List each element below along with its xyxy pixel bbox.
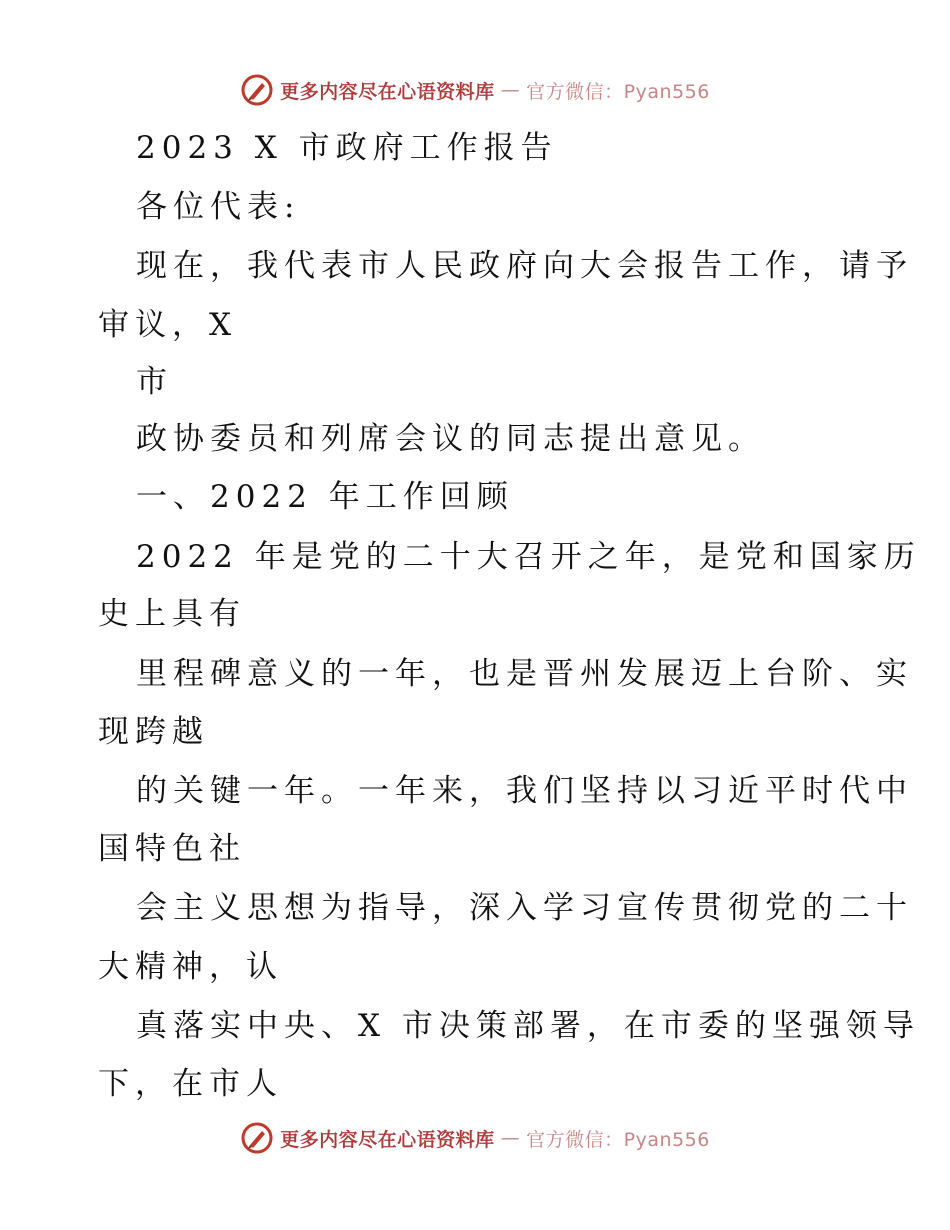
paragraph-line: 审议，X [98, 307, 238, 343]
paragraph-line: 史上具有 [98, 596, 246, 632]
watermark-dash: — [500, 79, 521, 101]
paragraph-line: 大精神，认 [98, 949, 283, 985]
paragraph-line: 现跨越 [98, 714, 209, 750]
section-heading: 一、2022 年工作回顾 [136, 479, 514, 515]
watermark-title: 更多内容尽在心语资料库 [280, 80, 495, 103]
paragraph-line: 市 [136, 364, 173, 400]
footer-watermark [0, 1118, 950, 1158]
pen-logo-icon [240, 73, 274, 107]
watermark-wechat: 官方微信：Pyan556 [526, 80, 710, 103]
pen-logo-icon [240, 1121, 274, 1155]
watermark-dash: — [500, 1127, 521, 1149]
paragraph-line: 政协委员和列席会议的同志提出意见。 [136, 421, 765, 457]
watermark-wechat: 官方微信：Pyan556 [526, 1128, 710, 1151]
doc-title: 2023 X 市政府工作报告 [136, 130, 558, 166]
paragraph-line: 会主义思想为指导，深入学习宣传贯彻党的二十 [136, 890, 913, 926]
paragraph-line: 国特色社 [98, 831, 246, 867]
paragraph-line: 真落实中央、X 市决策部署，在市委的坚强领导 [136, 1008, 920, 1044]
paragraph-line: 现在，我代表市人民政府向大会报告工作，请予 [136, 248, 913, 284]
salutation: 各位代表: [136, 189, 301, 225]
paragraph-line: 里程碑意义的一年，也是晋州发展迈上台阶、实 [136, 656, 913, 692]
paragraph-line: 2022 年是党的二十大召开之年，是党和国家历 [136, 539, 921, 575]
header-watermark [0, 70, 950, 110]
watermark-title: 更多内容尽在心语资料库 [280, 1128, 495, 1151]
paragraph-line: 的关键一年。一年来，我们坚持以习近平时代中 [136, 773, 913, 809]
paragraph-line: 下，在市人 [98, 1066, 283, 1102]
